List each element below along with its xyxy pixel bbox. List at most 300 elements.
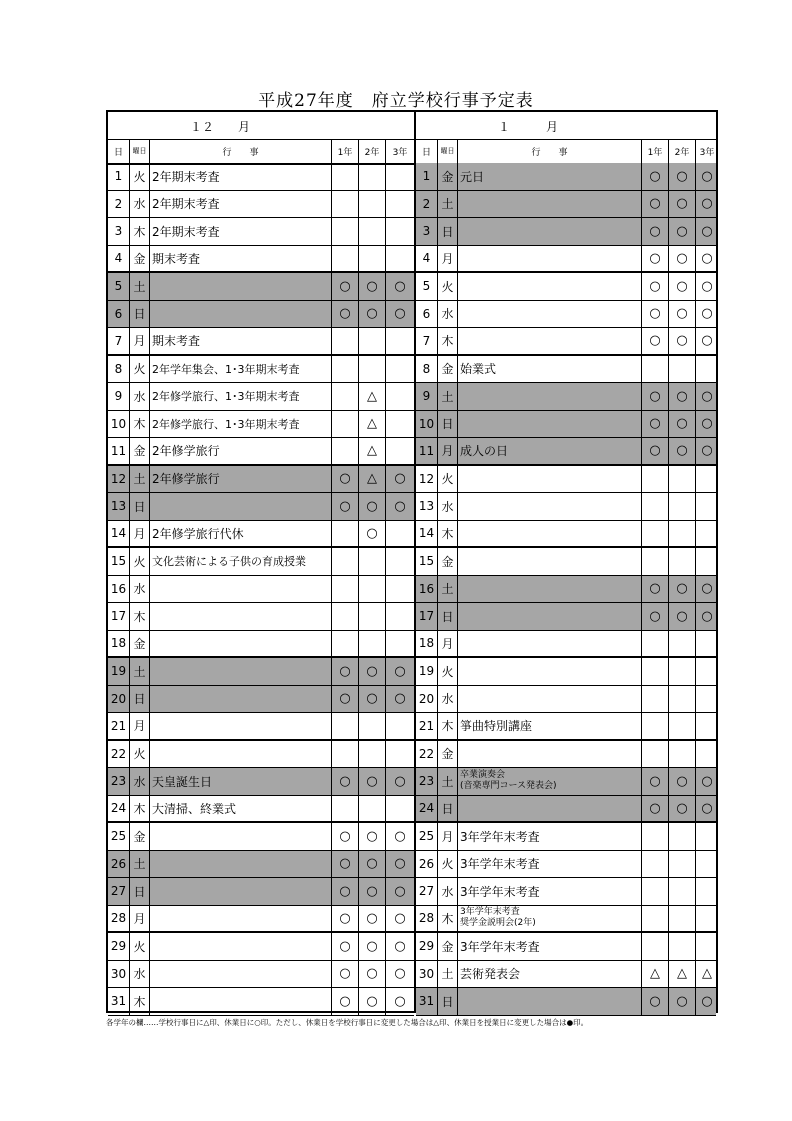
day-cell: 10 xyxy=(108,411,130,438)
day-cell: 22 xyxy=(108,741,130,768)
weekday-cell: 火 xyxy=(438,658,458,685)
december-header-weekday: 曜日 xyxy=(130,139,150,163)
table-row xyxy=(416,851,716,879)
weekday-cell: 日 xyxy=(130,686,150,713)
grade-3-mark: ○ xyxy=(394,691,406,707)
grade-2-mark: △ xyxy=(359,438,386,464)
grade-2-mark: ○ xyxy=(669,163,696,190)
grade-2-mark xyxy=(359,576,386,603)
grade-3-mark xyxy=(386,438,414,464)
event-cell: 始業式 xyxy=(458,356,642,383)
grade-2-mark: ○ xyxy=(359,851,386,878)
table-row xyxy=(416,438,716,466)
grade-3-mark xyxy=(696,741,718,768)
event-cell xyxy=(458,576,642,603)
day-cell: 18 xyxy=(416,631,438,657)
grade-3-mark: ○ xyxy=(394,663,406,679)
table-row xyxy=(108,548,414,576)
table-row xyxy=(108,741,414,769)
grade-1-mark xyxy=(332,631,359,657)
grade-1-mark xyxy=(332,328,359,354)
weekday-cell: 土 xyxy=(438,576,458,603)
grade-3-mark: ○ xyxy=(394,883,406,899)
grade-1-mark: ○ xyxy=(332,301,359,328)
table-row xyxy=(108,163,414,191)
grade-3-mark xyxy=(696,906,718,932)
grade-3-mark: ○ xyxy=(701,773,713,789)
grade-3-mark xyxy=(696,686,718,713)
grade-3-mark: ○ xyxy=(701,388,713,404)
january-month-label: １ 月 xyxy=(498,120,559,134)
weekday-cell: 火 xyxy=(130,933,150,960)
weekday-cell: 土 xyxy=(130,658,150,685)
table-row xyxy=(108,796,414,824)
event-line-1: 卒業演奏会 xyxy=(460,770,506,781)
grade-1-mark xyxy=(642,713,669,739)
grade-2-mark: ○ xyxy=(359,301,386,328)
event-cell: 3年学年末考査 xyxy=(458,851,642,878)
december-column-header xyxy=(108,139,414,165)
day-cell: 19 xyxy=(108,658,130,685)
day-cell: 15 xyxy=(108,548,130,575)
day-cell: 28 xyxy=(108,906,130,932)
grade-1-mark: ○ xyxy=(332,273,359,300)
december-header-event: 行 事 xyxy=(150,139,332,163)
day-cell: 1 xyxy=(108,163,130,190)
grade-3-mark xyxy=(386,163,414,190)
day-cell: 12 xyxy=(108,466,130,493)
grade-1-mark xyxy=(332,356,359,383)
grade-3-mark: ○ xyxy=(701,168,713,184)
weekday-cell: 金 xyxy=(438,163,458,190)
day-cell: 31 xyxy=(416,988,438,1015)
grade-3-mark xyxy=(386,521,414,547)
grade-1-mark: ○ xyxy=(642,191,669,218)
day-cell: 19 xyxy=(416,658,438,685)
grade-2-mark: △ xyxy=(359,466,386,493)
grade-2-mark: ○ xyxy=(669,383,696,410)
day-cell: 8 xyxy=(416,356,438,383)
event-cell: 箏曲特別講座 xyxy=(458,713,642,739)
day-cell: 2 xyxy=(108,191,130,218)
grade-3-mark xyxy=(696,658,718,685)
grade-3-mark: ○ xyxy=(394,306,406,322)
grade-1-mark xyxy=(332,383,359,410)
grade-3-mark: △ xyxy=(702,966,712,982)
grade-2-mark: ○ xyxy=(359,658,386,685)
grade-2-mark: ○ xyxy=(669,576,696,603)
weekday-cell: 金 xyxy=(130,438,150,464)
table-row xyxy=(108,823,414,851)
event-cell: 期末考査 xyxy=(150,246,332,272)
grade-2-mark: ○ xyxy=(359,686,386,713)
grade-1-mark: ○ xyxy=(642,603,669,630)
grade-1-mark xyxy=(642,686,669,713)
table-row xyxy=(108,768,414,796)
grade-3-mark: ○ xyxy=(701,416,713,432)
grade-1-mark: ○ xyxy=(332,658,359,685)
grade-3-mark: ○ xyxy=(701,800,713,816)
event-cell xyxy=(150,988,332,1015)
grade-3-mark: ○ xyxy=(701,223,713,239)
event-cell xyxy=(150,631,332,657)
event-cell xyxy=(458,383,642,410)
event-line-2: 奨学金説明会(2年) xyxy=(460,918,536,929)
day-cell: 17 xyxy=(416,603,438,630)
grade-3-mark xyxy=(386,383,414,410)
weekday-cell: 月 xyxy=(130,713,150,739)
day-cell: 14 xyxy=(108,521,130,547)
grade-3-mark: ○ xyxy=(701,581,713,597)
grade-2-mark: ○ xyxy=(359,521,386,547)
grade-2-mark xyxy=(359,713,386,739)
grade-1-mark: ○ xyxy=(332,933,359,960)
grade-3-mark xyxy=(696,933,718,960)
grade-3-mark: ○ xyxy=(394,910,406,926)
grade-2-mark: ○ xyxy=(669,246,696,272)
table-row xyxy=(108,328,414,356)
grade-3-mark: ○ xyxy=(394,278,406,294)
event-cell: 2年期末考査 xyxy=(150,218,332,245)
event-cell xyxy=(458,521,642,547)
weekday-cell: 木 xyxy=(438,713,458,739)
weekday-cell: 日 xyxy=(438,796,458,822)
grade-3-mark xyxy=(386,741,414,768)
event-cell xyxy=(458,273,642,300)
table-row xyxy=(416,493,716,521)
grade-3-mark xyxy=(386,328,414,354)
weekday-cell: 木 xyxy=(438,521,458,547)
weekday-cell: 月 xyxy=(130,328,150,354)
weekday-cell: 日 xyxy=(130,493,150,520)
weekday-cell: 水 xyxy=(130,191,150,218)
day-cell: 21 xyxy=(416,713,438,739)
weekday-cell: 木 xyxy=(130,218,150,245)
event-cell xyxy=(458,548,642,575)
grade-1-mark xyxy=(642,631,669,657)
table-row xyxy=(416,576,716,604)
weekday-cell: 木 xyxy=(438,328,458,354)
weekday-cell: 木 xyxy=(438,906,458,932)
january-month-header xyxy=(416,112,716,140)
event-cell xyxy=(458,493,642,520)
january-section xyxy=(414,112,716,1011)
table-row xyxy=(108,906,414,934)
grade-1-mark: ○ xyxy=(642,246,669,272)
grade-3-mark: ○ xyxy=(394,856,406,872)
table-row xyxy=(108,576,414,604)
day-cell: 1 xyxy=(416,163,438,190)
table-row xyxy=(108,301,414,329)
event-cell xyxy=(458,603,642,630)
grade-2-mark: ○ xyxy=(359,961,386,988)
grade-3-mark: ○ xyxy=(701,608,713,624)
grade-1-mark: ○ xyxy=(642,411,669,438)
grade-2-mark: ○ xyxy=(669,301,696,328)
event-cell xyxy=(458,631,642,657)
event-cell xyxy=(150,686,332,713)
event-cell xyxy=(150,576,332,603)
table-row xyxy=(416,466,716,494)
table-row xyxy=(416,713,716,741)
event-cell xyxy=(150,851,332,878)
grade-1-mark xyxy=(642,521,669,547)
grade-1-mark xyxy=(332,603,359,630)
weekday-cell: 月 xyxy=(130,521,150,547)
weekday-cell: 月 xyxy=(438,631,458,657)
day-cell: 29 xyxy=(416,933,438,960)
weekday-cell: 火 xyxy=(130,356,150,383)
grade-2-mark xyxy=(359,246,386,272)
grade-3-mark xyxy=(696,713,718,739)
weekday-cell: 日 xyxy=(130,878,150,905)
table-row xyxy=(416,191,716,219)
grade-1-mark: ○ xyxy=(642,163,669,190)
grade-3-mark xyxy=(386,191,414,218)
table-row xyxy=(108,851,414,879)
grade-1-mark xyxy=(332,411,359,438)
grade-3-mark: ○ xyxy=(394,471,406,487)
grade-3-mark xyxy=(386,713,414,739)
day-cell: 15 xyxy=(416,548,438,575)
event-cell xyxy=(458,768,642,795)
table-row xyxy=(416,658,716,686)
event-cell xyxy=(150,273,332,300)
day-cell: 31 xyxy=(108,988,130,1015)
grade-3-mark: ○ xyxy=(701,333,713,349)
table-row xyxy=(108,356,414,384)
grade-3-mark: ○ xyxy=(394,938,406,954)
day-cell: 23 xyxy=(108,768,130,795)
event-cell xyxy=(458,218,642,245)
weekday-cell: 火 xyxy=(438,273,458,300)
weekday-cell: 水 xyxy=(130,961,150,988)
grade-1-mark: ○ xyxy=(642,383,669,410)
january-column-header xyxy=(416,139,716,165)
grade-2-mark: ○ xyxy=(359,273,386,300)
weekday-cell: 土 xyxy=(130,466,150,493)
table-row xyxy=(416,988,716,1016)
event-cell xyxy=(150,713,332,739)
grade-1-mark xyxy=(332,246,359,272)
grade-1-mark xyxy=(332,796,359,822)
table-row xyxy=(416,631,716,659)
day-cell: 28 xyxy=(416,906,438,932)
day-cell: 3 xyxy=(416,218,438,245)
grade-1-mark: ○ xyxy=(642,988,669,1015)
weekday-cell: 日 xyxy=(438,411,458,438)
grade-3-mark xyxy=(696,878,718,905)
table-row xyxy=(416,686,716,714)
weekday-cell: 金 xyxy=(438,356,458,383)
weekday-cell: 金 xyxy=(130,823,150,850)
december-month-label: １２ 月 xyxy=(190,120,251,134)
weekday-cell: 土 xyxy=(130,273,150,300)
grade-2-mark xyxy=(359,741,386,768)
grade-2-mark: ○ xyxy=(359,823,386,850)
grade-2-mark xyxy=(669,851,696,878)
event-cell: 2年期末考査 xyxy=(150,163,332,190)
table-row xyxy=(108,961,414,989)
table-row xyxy=(416,768,716,796)
grade-1-mark xyxy=(642,658,669,685)
grade-2-mark: ○ xyxy=(359,768,386,795)
table-row xyxy=(416,521,716,549)
day-cell: 16 xyxy=(108,576,130,603)
table-row xyxy=(416,328,716,356)
grade-1-mark: ○ xyxy=(332,906,359,932)
day-cell: 23 xyxy=(416,768,438,795)
grade-1-mark: ○ xyxy=(642,218,669,245)
grade-1-mark: ○ xyxy=(332,686,359,713)
grade-1-mark xyxy=(642,356,669,383)
grade-2-mark: ○ xyxy=(669,768,696,795)
event-line-2: (音楽専門コース発表会) xyxy=(460,781,557,792)
event-cell xyxy=(458,686,642,713)
table-row xyxy=(108,631,414,659)
weekday-cell: 火 xyxy=(130,741,150,768)
day-cell: 20 xyxy=(108,686,130,713)
page-title: 平成27年度 府立学校行事予定表 xyxy=(258,91,534,111)
grade-3-mark xyxy=(386,631,414,657)
grade-3-mark xyxy=(696,631,718,657)
grade-2-mark xyxy=(359,191,386,218)
grade-3-mark: ○ xyxy=(701,443,713,459)
event-cell: 2年修学旅行、1･3年期末考査 xyxy=(150,411,332,438)
december-header-day: 日 xyxy=(108,139,130,163)
day-cell: 7 xyxy=(108,328,130,354)
table-row xyxy=(108,383,414,411)
grade-1-mark xyxy=(642,466,669,493)
grade-1-mark xyxy=(642,906,669,932)
event-cell: 2年修学旅行 xyxy=(150,438,332,464)
table-row xyxy=(416,906,716,934)
day-cell: 2 xyxy=(416,191,438,218)
day-cell: 6 xyxy=(108,301,130,328)
grade-3-mark xyxy=(696,548,718,575)
grade-2-mark: ○ xyxy=(359,933,386,960)
event-cell xyxy=(458,301,642,328)
table-row xyxy=(416,246,716,274)
grade-1-mark: △ xyxy=(642,961,669,988)
event-cell xyxy=(458,988,642,1015)
grade-1-mark: ○ xyxy=(642,328,669,354)
grade-3-mark xyxy=(696,851,718,878)
grade-2-mark xyxy=(669,741,696,768)
grade-2-mark xyxy=(359,631,386,657)
grade-2-mark: ○ xyxy=(669,218,696,245)
weekday-cell: 水 xyxy=(438,686,458,713)
table-row xyxy=(416,741,716,769)
weekday-cell: 土 xyxy=(438,383,458,410)
weekday-cell: 火 xyxy=(438,466,458,493)
january-header-weekday: 曜日 xyxy=(438,139,458,163)
weekday-cell: 木 xyxy=(130,988,150,1015)
weekday-cell: 火 xyxy=(438,851,458,878)
grade-2-mark xyxy=(669,906,696,932)
grade-2-mark xyxy=(359,163,386,190)
table-row xyxy=(108,246,414,274)
grade-2-mark xyxy=(359,603,386,630)
grade-2-mark: ○ xyxy=(359,988,386,1015)
table-row xyxy=(108,713,414,741)
grade-2-mark xyxy=(669,658,696,685)
grade-2-mark: △ xyxy=(669,961,696,988)
day-cell: 3 xyxy=(108,218,130,245)
day-cell: 18 xyxy=(108,631,130,657)
grade-3-mark xyxy=(696,493,718,520)
event-cell: 3年学年末考査 xyxy=(458,878,642,905)
december-month-header xyxy=(108,112,414,140)
grade-3-mark: ○ xyxy=(394,993,406,1009)
weekday-cell: 水 xyxy=(130,383,150,410)
day-cell: 25 xyxy=(108,823,130,850)
event-cell: 元日 xyxy=(458,163,642,190)
grade-3-mark: ○ xyxy=(701,993,713,1009)
event-cell: 2年修学旅行 xyxy=(150,466,332,493)
grade-2-mark xyxy=(359,796,386,822)
grade-1-mark xyxy=(332,521,359,547)
grade-2-mark xyxy=(669,878,696,905)
grade-2-mark: ○ xyxy=(669,796,696,822)
day-cell: 20 xyxy=(416,686,438,713)
table-row xyxy=(108,658,414,686)
grade-1-mark: ○ xyxy=(332,961,359,988)
event-cell: 2年修学旅行代休 xyxy=(150,521,332,547)
grade-2-mark xyxy=(359,328,386,354)
grade-3-mark xyxy=(386,796,414,822)
grade-1-mark xyxy=(642,878,669,905)
grade-2-mark xyxy=(669,823,696,850)
grade-3-mark: ○ xyxy=(394,828,406,844)
grade-1-mark: ○ xyxy=(642,273,669,300)
day-cell: 24 xyxy=(108,796,130,822)
grade-2-mark: ○ xyxy=(669,988,696,1015)
day-cell: 27 xyxy=(416,878,438,905)
grade-2-mark xyxy=(669,631,696,657)
table-row xyxy=(416,301,716,329)
weekday-cell: 土 xyxy=(438,191,458,218)
day-cell: 24 xyxy=(416,796,438,822)
grade-2-mark: ○ xyxy=(669,328,696,354)
day-cell: 25 xyxy=(416,823,438,850)
day-cell: 5 xyxy=(416,273,438,300)
december-header-g3: 3年 xyxy=(392,147,408,158)
table-row xyxy=(108,218,414,246)
weekday-cell: 月 xyxy=(438,246,458,272)
grade-1-mark: ○ xyxy=(642,768,669,795)
day-cell: 9 xyxy=(108,383,130,410)
grade-1-mark: ○ xyxy=(332,988,359,1015)
weekday-cell: 土 xyxy=(438,768,458,795)
grade-1-mark: ○ xyxy=(642,438,669,464)
table-row xyxy=(416,383,716,411)
grade-1-mark xyxy=(642,548,669,575)
event-cell xyxy=(458,328,642,354)
day-cell: 4 xyxy=(108,246,130,272)
event-cell xyxy=(150,301,332,328)
event-cell: 文化芸術による子供の育成授業 xyxy=(150,548,332,575)
day-cell: 12 xyxy=(416,466,438,493)
grade-3-mark xyxy=(386,356,414,383)
event-cell: 3年学年末考査 xyxy=(458,823,642,850)
event-cell xyxy=(150,961,332,988)
grade-2-mark xyxy=(669,713,696,739)
grade-3-mark: ○ xyxy=(701,250,713,266)
grade-3-mark xyxy=(386,411,414,438)
grade-1-mark xyxy=(642,493,669,520)
grade-1-mark: ○ xyxy=(332,768,359,795)
